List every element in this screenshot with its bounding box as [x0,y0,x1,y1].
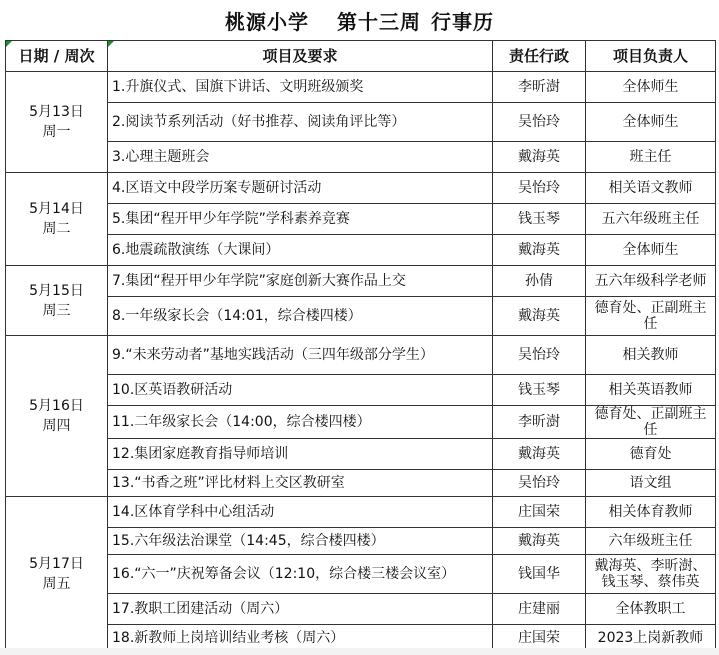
admin-cell: 吴怡玲 [493,336,586,375]
item-cell: 9.“未来劳动者”基地实践活动（三四年级部分学生） [108,336,493,375]
item-cell: 14.区体育学科中心组活动 [108,497,493,528]
admin-cell: 吴怡玲 [493,173,586,204]
item-cell: 10.区英语教研活动 [108,375,493,406]
table-row [6,204,716,235]
day-cell-thursday [6,336,108,497]
admin-cell: 戴海英 [493,297,586,336]
table-row [6,528,716,555]
table-row [6,266,716,297]
header-date: 日期 / 周次 [6,41,108,72]
admin-cell: 戴海英 [493,439,586,470]
item-cell: 7.集团“程开甲少年学院”家庭创新大赛作品上交 [108,266,493,297]
header-owner: 项目负责人 [586,41,716,72]
table-row [6,406,716,439]
table-row [6,103,716,142]
item-cell: 1.升旗仪式、国旗下讲话、文明班级颁奖 [108,72,493,103]
admin-cell: 戴海英 [493,235,586,266]
day-weekday: 周二 [42,221,71,237]
table-row [6,470,716,497]
admin-cell: 庄建丽 [493,594,586,625]
owner-cell: 2023上岗新教师 [586,625,716,652]
day-weekday: 周一 [42,124,71,140]
admin-cell: 孙倩 [493,266,586,297]
page-title [0,0,719,40]
admin-cell: 庄国荣 [493,497,586,528]
day-cell-monday [6,72,108,173]
day-date: 5月15日 [29,282,84,299]
day-date: 5月17日 [29,556,84,572]
header-admin: 责任行政 [493,41,586,72]
item-cell: 16.“六一”庆祝筹备会议（12:10，综合楼三楼会议室） [108,555,493,594]
item-cell: 11.二年级家长会（14:00，综合楼四楼） [108,406,493,439]
table-row [6,142,716,173]
table-row [6,336,716,375]
admin-cell: 李昕澍 [493,406,586,439]
admin-cell: 吴怡玲 [493,103,586,142]
owner-cell: 德育处、正副班主任 [586,406,716,439]
owner-cell: 德育处、正副班主任 [586,297,716,336]
table-row [6,297,716,336]
admin-cell: 吴怡玲 [493,470,586,497]
item-cell: 5.集团“程开甲少年学院”学科素养竞赛 [108,204,493,235]
owner-cell: 班主任 [586,142,716,173]
admin-cell: 李昕澍 [493,72,586,103]
owner-cell: 全体教职工 [586,594,716,625]
week-number: 第十三周 [337,9,421,34]
owner-cell: 全体师生 [586,235,716,266]
table-row [6,594,716,625]
item-cell: 4.区语文中段学历案专题研讨活动 [108,173,493,204]
item-cell: 6.地震疏散演练（大课间） [108,235,493,266]
table-row [6,375,716,406]
owner-cell: 五六年级班主任 [586,204,716,235]
item-cell: 12.集团家庭教育指导师培训 [108,439,493,470]
admin-cell: 钱国华 [493,555,586,594]
table-row [6,497,716,528]
day-date: 5月16日 [29,398,84,414]
owner-cell: 全体师生 [586,72,716,103]
cell-comment-marker [6,41,12,47]
schedule-table [5,40,716,652]
owner-cell: 六年级班主任 [586,528,716,555]
admin-cell: 钱玉琴 [493,375,586,406]
owner-cell: 五六年级科学老师 [586,266,716,297]
table-row [6,72,716,103]
table-row [6,555,716,594]
item-cell: 18.新教师上岗培训结业考核（周六） [108,625,493,652]
item-cell: 8.一年级家长会（14:01，综合楼四楼） [108,297,493,336]
table-row [6,439,716,470]
header-item: 项目及要求 [108,41,493,72]
item-cell: 17.教职工团建活动（周六） [108,594,493,625]
day-cell-friday [6,497,108,652]
day-cell-tuesday [6,173,108,266]
day-weekday: 周三 [42,302,71,319]
admin-cell: 戴海英 [493,528,586,555]
day-weekday: 周四 [42,418,71,434]
school-name: 桃源小学 [225,9,309,34]
owner-cell: 相关语文教师 [586,173,716,204]
owner-cell: 语文组 [586,470,716,497]
owner-cell: 相关英语教师 [586,375,716,406]
owner-cell: 戴海英、李昕澍、钱玉琴、蔡伟英 [586,555,716,594]
day-date: 5月14日 [29,201,84,217]
day-weekday: 周五 [42,576,71,592]
owner-cell: 相关体育教师 [586,497,716,528]
owner-cell: 相关教师 [586,336,716,375]
owner-cell: 德育处 [586,439,716,470]
item-cell: 13.“书香之班”评比材料上交区教研室 [108,470,493,497]
table-row [6,173,716,204]
day-cell-wednesday [6,266,108,336]
table-row [6,235,716,266]
calendar-name: 行事历 [431,9,494,34]
item-cell: 2.阅读节系列活动（好书推荐、阅读角评比等） [108,103,493,142]
owner-cell: 全体师生 [586,103,716,142]
item-cell: 15.六年级法治课堂（14:45，综合楼四楼） [108,528,493,555]
admin-cell: 戴海英 [493,142,586,173]
admin-cell: 庄国荣 [493,625,586,652]
day-date: 5月13日 [29,104,84,120]
cell-comment-marker [108,41,114,47]
sheet-bottom-edge [0,648,719,655]
item-cell: 3.心理主题班会 [108,142,493,173]
admin-cell: 钱玉琴 [493,204,586,235]
